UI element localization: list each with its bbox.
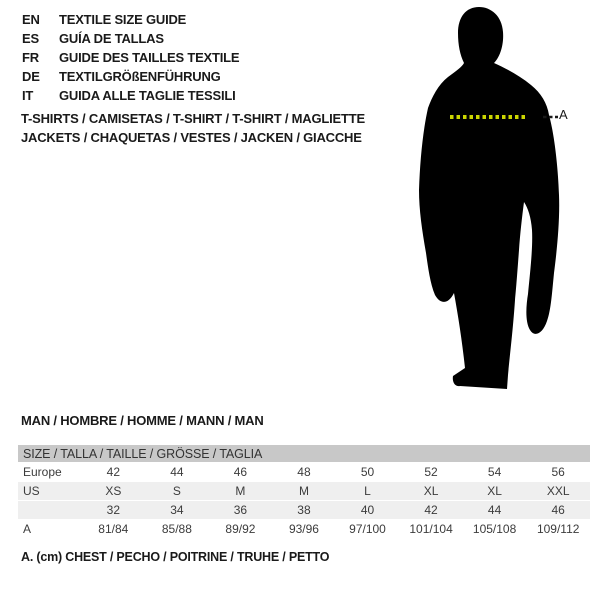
size-cell: 109/112 bbox=[536, 522, 580, 536]
language-row bbox=[22, 29, 239, 48]
man-silhouette-path bbox=[419, 7, 559, 389]
language-label: GUÍA DE TALLAS bbox=[59, 31, 164, 46]
size-cell: 105/108 bbox=[472, 522, 517, 536]
measurement-footnote: A. (cm) CHEST / PECHO / POITRINE / TRUHE / PETTO bbox=[21, 550, 330, 564]
size-cell: 52 bbox=[424, 465, 438, 479]
size-cell: 36 bbox=[209, 501, 273, 520]
size-cell: 56 bbox=[551, 465, 565, 479]
size-row-label: US bbox=[18, 482, 82, 501]
size-cell: XL bbox=[463, 482, 527, 501]
size-cell: 38 bbox=[272, 501, 336, 520]
size-cell: 54 bbox=[487, 465, 502, 479]
size-cell: 44 bbox=[170, 465, 184, 479]
language-list bbox=[22, 10, 239, 105]
size-cell: 97/100 bbox=[349, 522, 386, 536]
size-table-row bbox=[18, 501, 590, 520]
language-label: TEXTILE SIZE GUIDE bbox=[59, 12, 187, 27]
size-table-body bbox=[18, 463, 590, 539]
size-cell: 42 bbox=[399, 501, 463, 520]
size-cell: 40 bbox=[336, 501, 400, 520]
size-table-header: SIZE / TALLA / TAILLE / GRÖSSE / TAGLIA bbox=[18, 445, 590, 463]
measurement-label-a: A bbox=[559, 107, 568, 122]
language-row bbox=[22, 48, 239, 67]
size-cell: 42 bbox=[106, 465, 120, 479]
garment-categories bbox=[21, 109, 365, 147]
category-jackets: JACKETS / CHAQUETAS / VESTES / JACKEN / GIACCHE bbox=[21, 130, 362, 145]
language-label: GUIDA ALLE TAGLIE TESSILI bbox=[59, 88, 236, 103]
size-table-row bbox=[18, 463, 590, 482]
language-row bbox=[22, 10, 239, 29]
language-code: FR bbox=[22, 50, 39, 65]
man-silhouette-figure bbox=[408, 5, 578, 397]
size-cell: XL bbox=[399, 482, 463, 501]
language-row bbox=[22, 86, 239, 105]
size-cell: 34 bbox=[145, 501, 209, 520]
man-silhouette-svg bbox=[408, 5, 578, 397]
size-cell: 46 bbox=[526, 501, 590, 520]
size-cell: XS bbox=[82, 482, 146, 501]
language-code: DE bbox=[22, 69, 40, 84]
size-table-header-row bbox=[18, 445, 590, 463]
category-tshirts: T-SHIRTS / CAMISETAS / T-SHIRT / T-SHIRT / MAGLIETTE bbox=[21, 111, 365, 126]
size-cell: 89/92 bbox=[225, 522, 256, 536]
size-cell: 81/84 bbox=[98, 522, 129, 536]
size-cell: 101/104 bbox=[409, 522, 453, 536]
size-cell: 32 bbox=[82, 501, 146, 520]
size-table-row bbox=[18, 482, 590, 501]
language-code: EN bbox=[22, 12, 40, 27]
section-title-man: MAN / HOMBRE / HOMME / MANN / MAN bbox=[21, 413, 264, 428]
size-cell: 85/88 bbox=[161, 522, 192, 536]
size-cell: XXL bbox=[526, 482, 590, 501]
size-cell: 46 bbox=[233, 465, 248, 479]
size-row-label: Europe bbox=[23, 465, 62, 479]
size-table-row bbox=[18, 520, 590, 539]
size-cell: M bbox=[209, 482, 273, 501]
size-cell: 93/96 bbox=[288, 522, 319, 536]
language-code: ES bbox=[22, 31, 39, 46]
size-cell: 48 bbox=[297, 465, 311, 479]
size-cell: M bbox=[272, 482, 336, 501]
size-row-label bbox=[18, 501, 82, 520]
size-cell: S bbox=[145, 482, 209, 501]
language-code: IT bbox=[22, 88, 34, 103]
language-label: TEXTILGRÖßENFÜHRUNG bbox=[59, 69, 221, 84]
size-cell: 44 bbox=[463, 501, 527, 520]
language-row bbox=[22, 67, 239, 86]
size-cell: 50 bbox=[360, 465, 375, 479]
language-label: GUIDE DES TAILLES TEXTILE bbox=[59, 50, 240, 65]
size-row-label: A bbox=[23, 522, 32, 536]
size-cell: L bbox=[336, 482, 400, 501]
size-table bbox=[18, 445, 590, 539]
